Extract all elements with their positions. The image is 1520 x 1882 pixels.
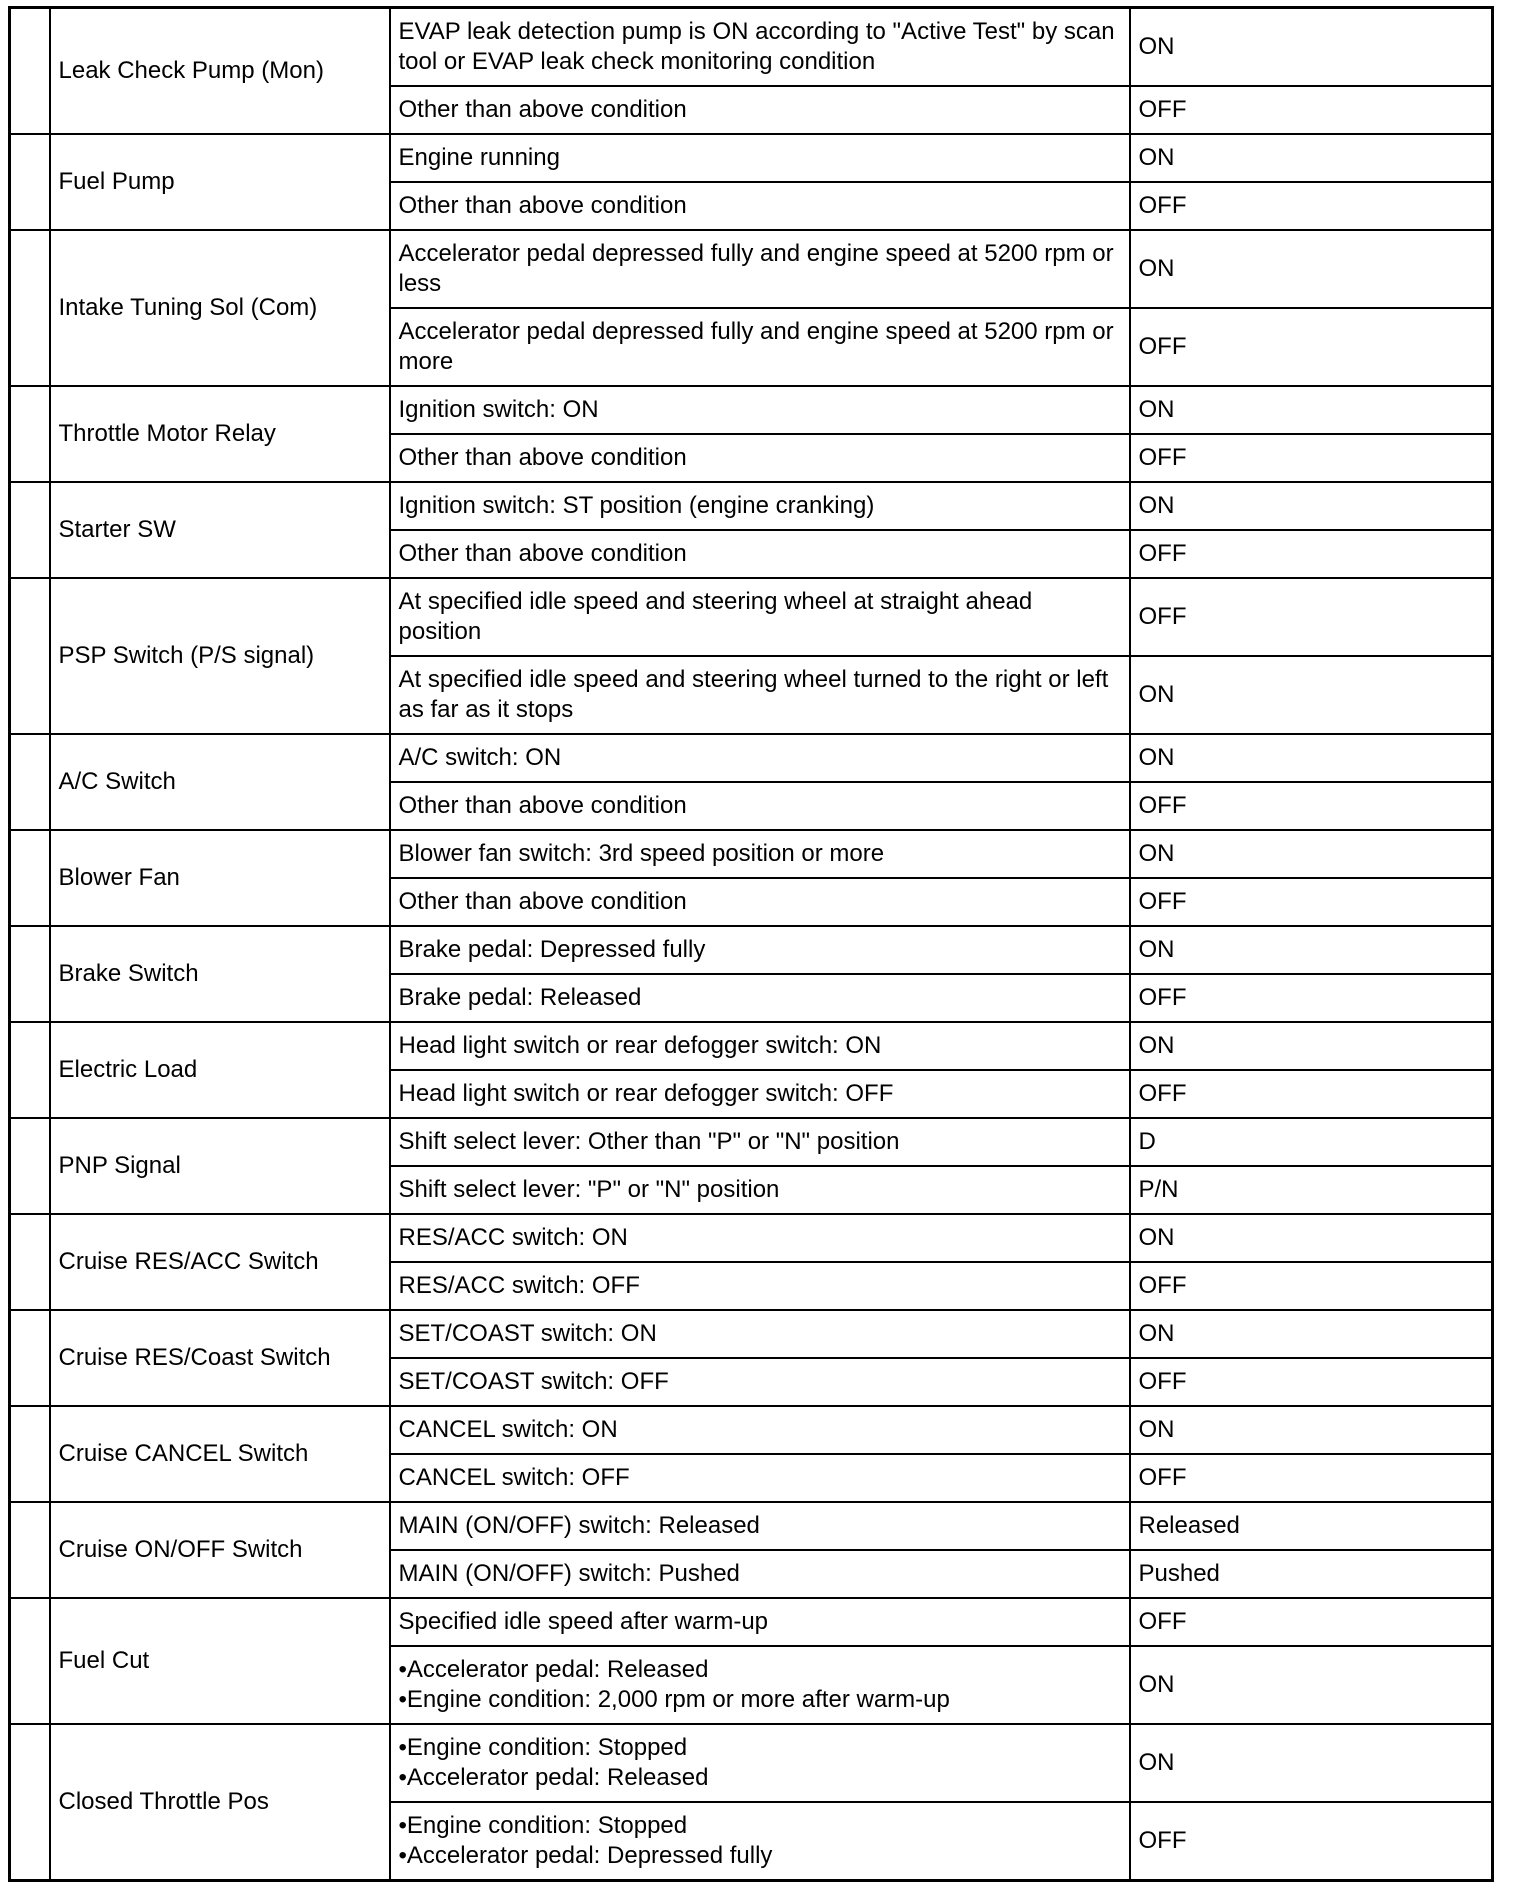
monitor-item-cell: Cruise ON/OFF Switch: [50, 1502, 390, 1598]
value-cell: OFF: [1130, 878, 1493, 926]
table-row: [10, 8, 1493, 87]
condition-cell: Other than above condition: [390, 182, 1130, 230]
table-row: [10, 734, 1493, 782]
table-row: [10, 1214, 1493, 1262]
blank-cell: [10, 830, 50, 926]
data-monitor-table: [8, 6, 1494, 1882]
blank-cell: [10, 578, 50, 734]
monitor-item-cell: Electric Load: [50, 1022, 390, 1118]
table-row: [10, 1022, 1493, 1070]
value-cell: OFF: [1130, 1070, 1493, 1118]
blank-cell: [10, 734, 50, 830]
blank-cell: [10, 1310, 50, 1406]
value-cell: OFF: [1130, 308, 1493, 386]
monitor-item-cell: A/C Switch: [50, 734, 390, 830]
blank-cell: [10, 134, 50, 230]
blank-cell: [10, 386, 50, 482]
monitor-item-cell: Intake Tuning Sol (Com): [50, 230, 390, 386]
value-cell: ON: [1130, 830, 1493, 878]
monitor-item-cell: Fuel Pump: [50, 134, 390, 230]
value-cell: Pushed: [1130, 1550, 1493, 1598]
table-row: [10, 134, 1493, 182]
condition-cell: •Accelerator pedal: Released •Engine condition: 2,000 rpm or more after warm-up: [390, 1646, 1130, 1724]
condition-cell: Other than above condition: [390, 782, 1130, 830]
table-row: [10, 578, 1493, 656]
table-row: [10, 926, 1493, 974]
condition-cell: At specified idle speed and steering wheel at straight ahead position: [390, 578, 1130, 656]
value-cell: OFF: [1130, 782, 1493, 830]
condition-cell: Blower fan switch: 3rd speed position or more: [390, 830, 1130, 878]
condition-cell: SET/COAST switch: OFF: [390, 1358, 1130, 1406]
monitor-item-cell: Cruise CANCEL Switch: [50, 1406, 390, 1502]
monitor-item-cell: Leak Check Pump (Mon): [50, 8, 390, 135]
monitor-item-cell: Fuel Cut: [50, 1598, 390, 1724]
table-row: [10, 1598, 1493, 1646]
value-cell: ON: [1130, 1022, 1493, 1070]
condition-cell: A/C switch: ON: [390, 734, 1130, 782]
monitor-item-cell: Cruise RES/ACC Switch: [50, 1214, 390, 1310]
value-cell: P/N: [1130, 1166, 1493, 1214]
table-row: [10, 386, 1493, 434]
table-row: [10, 1310, 1493, 1358]
value-cell: ON: [1130, 482, 1493, 530]
table-row: [10, 482, 1493, 530]
value-cell: ON: [1130, 1214, 1493, 1262]
condition-cell: •Engine condition: Stopped •Accelerator pedal: Released: [390, 1724, 1130, 1802]
blank-cell: [10, 8, 50, 135]
monitor-item-cell: Closed Throttle Pos: [50, 1724, 390, 1881]
value-cell: ON: [1130, 656, 1493, 734]
condition-cell: Brake pedal: Depressed fully: [390, 926, 1130, 974]
table-row: [10, 1406, 1493, 1454]
value-cell: OFF: [1130, 434, 1493, 482]
monitor-item-cell: Cruise RES/Coast Switch: [50, 1310, 390, 1406]
value-cell: ON: [1130, 230, 1493, 308]
blank-cell: [10, 482, 50, 578]
blank-cell: [10, 1598, 50, 1724]
value-cell: OFF: [1130, 1802, 1493, 1881]
condition-cell: Engine running: [390, 134, 1130, 182]
condition-cell: CANCEL switch: ON: [390, 1406, 1130, 1454]
blank-cell: [10, 1502, 50, 1598]
monitor-item-cell: PNP Signal: [50, 1118, 390, 1214]
value-cell: OFF: [1130, 1262, 1493, 1310]
condition-cell: Other than above condition: [390, 434, 1130, 482]
value-cell: ON: [1130, 1310, 1493, 1358]
blank-cell: [10, 1724, 50, 1881]
condition-cell: Other than above condition: [390, 86, 1130, 134]
condition-cell: At specified idle speed and steering wheel turned to the right or left as far as it stops: [390, 656, 1130, 734]
condition-cell: Specified idle speed after warm-up: [390, 1598, 1130, 1646]
value-cell: ON: [1130, 8, 1493, 87]
condition-cell: Brake pedal: Released: [390, 974, 1130, 1022]
condition-cell: MAIN (ON/OFF) switch: Pushed: [390, 1550, 1130, 1598]
blank-cell: [10, 1214, 50, 1310]
value-cell: OFF: [1130, 578, 1493, 656]
condition-cell: CANCEL switch: OFF: [390, 1454, 1130, 1502]
value-cell: D: [1130, 1118, 1493, 1166]
value-cell: ON: [1130, 1406, 1493, 1454]
monitor-item-cell: Brake Switch: [50, 926, 390, 1022]
value-cell: OFF: [1130, 182, 1493, 230]
blank-cell: [10, 230, 50, 386]
value-cell: ON: [1130, 1724, 1493, 1802]
table-row: [10, 1502, 1493, 1550]
blank-cell: [10, 1022, 50, 1118]
blank-cell: [10, 926, 50, 1022]
table-row: [10, 1118, 1493, 1166]
value-cell: Released: [1130, 1502, 1493, 1550]
monitor-item-cell: Starter SW: [50, 482, 390, 578]
condition-cell: EVAP leak detection pump is ON according to "Active Test" by scan tool or EVAP leak check monitoring condition: [390, 8, 1130, 87]
condition-cell: RES/ACC switch: ON: [390, 1214, 1130, 1262]
value-cell: OFF: [1130, 1598, 1493, 1646]
condition-cell: Other than above condition: [390, 530, 1130, 578]
condition-cell: Ignition switch: ON: [390, 386, 1130, 434]
condition-cell: Accelerator pedal depressed fully and engine speed at 5200 rpm or less: [390, 230, 1130, 308]
value-cell: OFF: [1130, 86, 1493, 134]
condition-cell: SET/COAST switch: ON: [390, 1310, 1130, 1358]
value-cell: ON: [1130, 386, 1493, 434]
condition-cell: Other than above condition: [390, 878, 1130, 926]
condition-cell: Shift select lever: "P" or "N" position: [390, 1166, 1130, 1214]
condition-cell: •Engine condition: Stopped •Accelerator pedal: Depressed fully: [390, 1802, 1130, 1881]
monitor-item-cell: Blower Fan: [50, 830, 390, 926]
condition-cell: Accelerator pedal depressed fully and engine speed at 5200 rpm or more: [390, 308, 1130, 386]
condition-cell: RES/ACC switch: OFF: [390, 1262, 1130, 1310]
value-cell: ON: [1130, 1646, 1493, 1724]
condition-cell: Ignition switch: ST position (engine cranking): [390, 482, 1130, 530]
value-cell: OFF: [1130, 1358, 1493, 1406]
blank-cell: [10, 1118, 50, 1214]
value-cell: ON: [1130, 734, 1493, 782]
monitor-item-cell: PSP Switch (P/S signal): [50, 578, 390, 734]
condition-cell: Head light switch or rear defogger switch: OFF: [390, 1070, 1130, 1118]
value-cell: OFF: [1130, 974, 1493, 1022]
condition-cell: Head light switch or rear defogger switch: ON: [390, 1022, 1130, 1070]
table-row: [10, 830, 1493, 878]
monitor-item-cell: Throttle Motor Relay: [50, 386, 390, 482]
value-cell: ON: [1130, 926, 1493, 974]
blank-cell: [10, 1406, 50, 1502]
value-cell: OFF: [1130, 530, 1493, 578]
value-cell: ON: [1130, 134, 1493, 182]
table-body: [10, 8, 1493, 1881]
value-cell: OFF: [1130, 1454, 1493, 1502]
condition-cell: Shift select lever: Other than "P" or "N" position: [390, 1118, 1130, 1166]
condition-cell: MAIN (ON/OFF) switch: Released: [390, 1502, 1130, 1550]
table-row: [10, 1724, 1493, 1802]
table-row: [10, 230, 1493, 308]
